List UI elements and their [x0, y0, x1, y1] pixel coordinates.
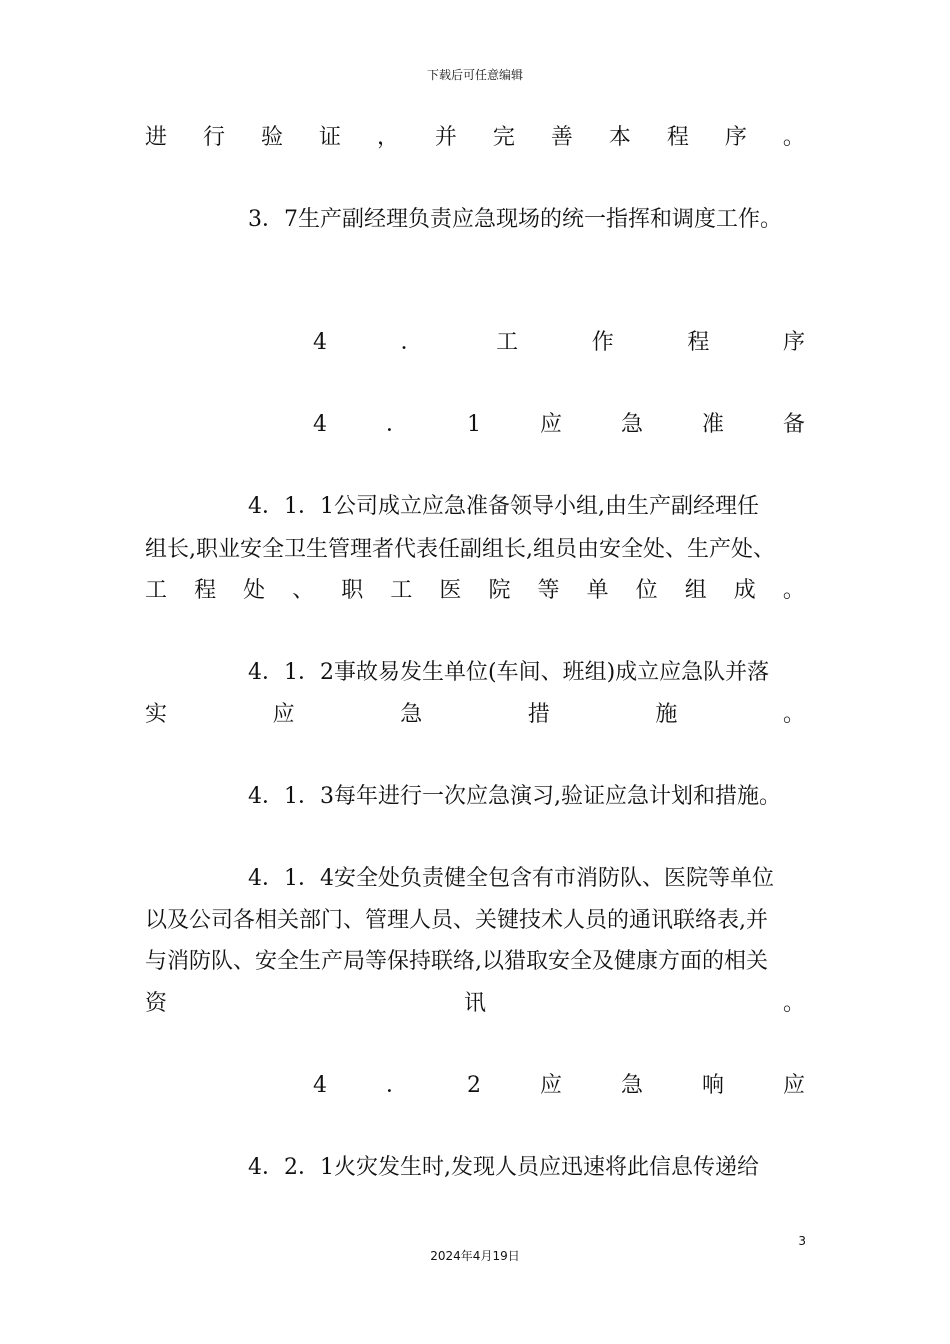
text-line-14	[145, 989, 805, 1019]
text-line-13: 与消防队、安全生产局等保持联络,以猎取安全及健康方面的相关	[145, 949, 768, 974]
text-char: 4	[313, 1073, 327, 1098]
text-char: 进	[145, 125, 168, 150]
text-line-5: 4．1．1公司成立应急准备领导小组,由生产副经理任	[248, 494, 759, 519]
page-number: 3	[798, 1234, 806, 1248]
text-char: 程	[666, 125, 689, 150]
text-char: 工	[145, 578, 168, 603]
section-heading-4-2	[313, 1071, 805, 1101]
text-char: 序	[724, 125, 747, 150]
text-char: 措	[527, 702, 550, 727]
page-footer-date: 2024年4月19日	[430, 1249, 520, 1263]
text-char: 成	[733, 578, 756, 603]
text-line-10: 4．1．3每年进行一次应急演习,验证应急计划和措施。	[248, 784, 781, 809]
text-char: 工	[390, 578, 413, 603]
text-char: 院	[488, 578, 511, 603]
text-char: 本	[608, 125, 631, 150]
text-char: 序	[782, 330, 805, 355]
section-heading-4	[313, 328, 805, 358]
text-char: 急	[400, 702, 423, 727]
text-char: 讯	[463, 991, 486, 1016]
text-char: 行	[202, 125, 225, 150]
text-line-6: 组长,职业安全卫生管理者代表任副组长,组员由安全处、生产处、	[145, 537, 775, 562]
text-char: ，	[376, 125, 399, 150]
text-char: 作	[591, 330, 614, 355]
text-line-2: 3．7生产副经理负责应急现场的统一指挥和调度工作。	[248, 207, 782, 232]
text-char: ．	[385, 412, 408, 437]
text-char: 程	[687, 330, 710, 355]
text-char: 应	[272, 702, 295, 727]
text-char: 医	[439, 578, 462, 603]
text-char: 、	[292, 578, 315, 603]
text-line-8: 4．1．2事故易发生单位(车间、班组)成立应急队并落	[248, 660, 770, 685]
text-char: 应	[539, 1073, 562, 1098]
text-char: 善	[550, 125, 573, 150]
text-char: 证	[318, 125, 341, 150]
section-heading-4-1	[313, 410, 805, 440]
text-char: 等	[537, 578, 560, 603]
text-char: 工	[496, 330, 519, 355]
text-char: 4	[313, 412, 327, 437]
text-char: 响	[701, 1073, 724, 1098]
text-char: 。	[782, 702, 805, 727]
text-char: 2	[466, 1073, 481, 1098]
text-char: 应	[782, 1073, 805, 1098]
text-char: 急	[620, 412, 643, 437]
text-char: 职	[341, 578, 364, 603]
text-char: 并	[434, 125, 457, 150]
text-char: 完	[492, 125, 515, 150]
text-char: 施	[655, 702, 678, 727]
text-char: 程	[194, 578, 217, 603]
text-char: 验	[260, 125, 283, 150]
text-line-7	[145, 576, 805, 606]
text-char: 应	[539, 412, 562, 437]
text-char: 急	[620, 1073, 643, 1098]
text-line-12: 以及公司各相关部门、管理人员、关键技术人员的通讯联络表,并	[145, 908, 768, 933]
text-char: 组	[684, 578, 707, 603]
text-line-16: 4．2．1火灾发生时,发现人员应迅速将此信息传递给	[248, 1155, 759, 1180]
text-char: 准	[701, 412, 724, 437]
text-line-9	[145, 700, 805, 730]
text-char: 。	[782, 578, 805, 603]
text-char: 实	[145, 702, 168, 727]
page-header: 下载后可任意编辑	[426, 68, 523, 82]
text-char: 备	[782, 412, 805, 437]
text-char: 。	[782, 125, 805, 150]
text-char: ．	[385, 1073, 408, 1098]
text-char: 4	[313, 330, 327, 355]
text-char: 。	[782, 991, 805, 1016]
text-char: 单	[586, 578, 609, 603]
text-line-11: 4．1．4安全处负责健全包含有市消防队、医院等单位	[248, 866, 774, 891]
text-char: ．	[400, 330, 423, 355]
text-char: 处	[243, 578, 266, 603]
text-char: 位	[635, 578, 658, 603]
text-char: 资	[145, 991, 168, 1016]
text-line-1	[145, 123, 805, 153]
text-char: 1	[466, 412, 481, 437]
